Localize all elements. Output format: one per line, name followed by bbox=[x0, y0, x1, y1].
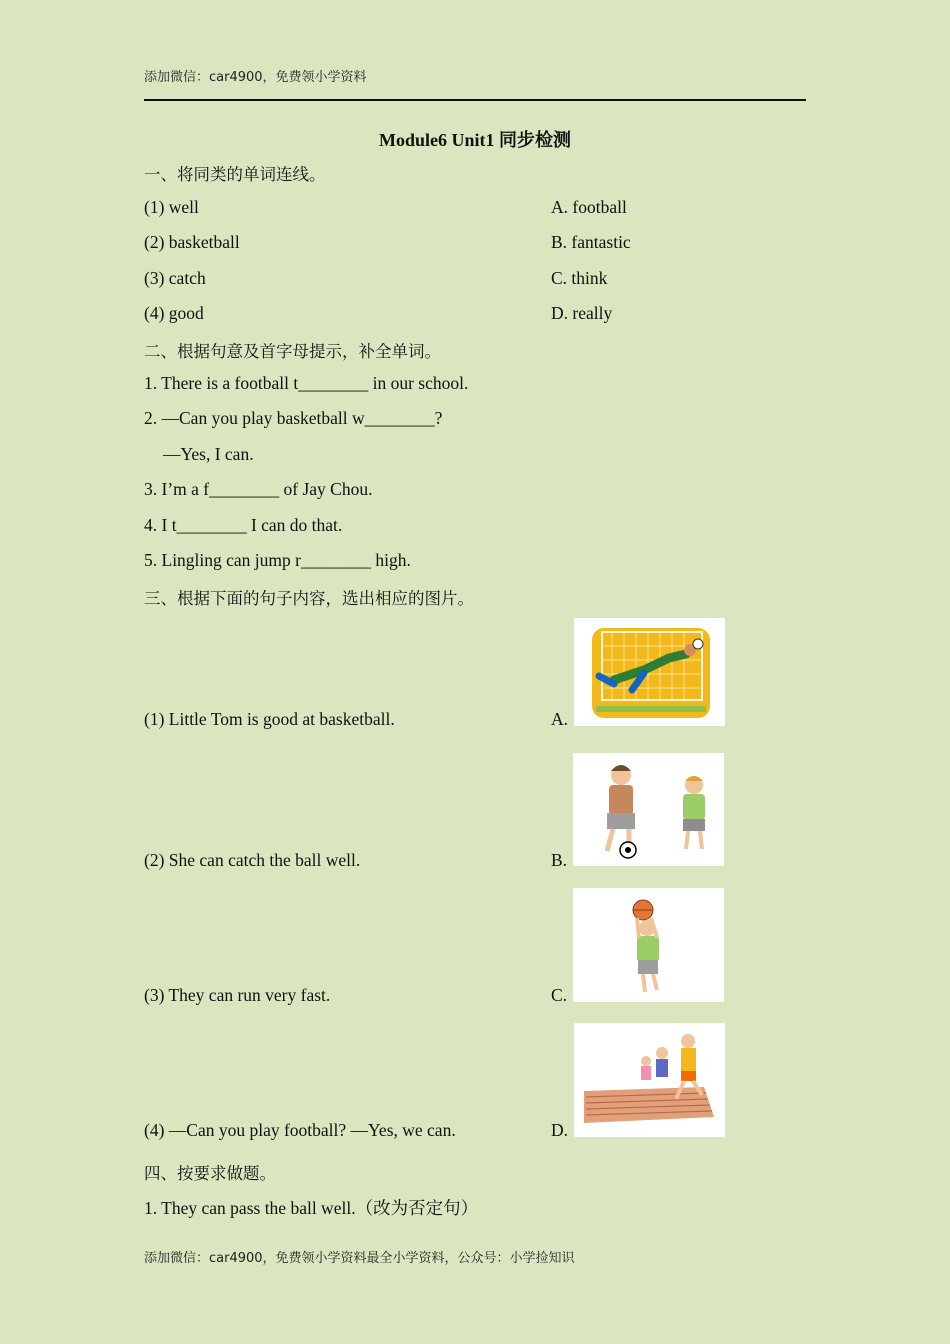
fill-blank-answer-line: —Yes, I can. bbox=[163, 444, 254, 464]
picture-option-label: D. bbox=[551, 1120, 569, 1140]
picture-option-label: A. bbox=[551, 709, 569, 729]
boy-catching-basketball-picture bbox=[573, 888, 724, 1002]
fill-blank-item: 1. There is a football t________ in our school. bbox=[144, 373, 469, 393]
picture-option-label: B. bbox=[551, 850, 568, 870]
match-right-item: D. really bbox=[551, 303, 613, 323]
header-divider bbox=[144, 99, 806, 101]
picture-sentence: (1) Little Tom is good at basketball. bbox=[144, 709, 395, 729]
match-right-item: B. fantastic bbox=[551, 232, 631, 252]
page-title: Module6 Unit1 同步检测 bbox=[378, 130, 571, 150]
rewrite-item: 1. They can pass the ball well.（改为否定句） bbox=[144, 1198, 479, 1218]
fill-blank-item: 3. I’m a f________ of Jay Chou. bbox=[144, 479, 373, 499]
picture-sentence: (4) —Can you play football? —Yes, we can. bbox=[144, 1120, 456, 1140]
match-left-item: (4) good bbox=[144, 303, 204, 323]
section1-heading: 一、将同类的单词连线。 bbox=[144, 165, 326, 184]
page-footer: 添加微信：car4900，免费领小学资料最全小学资料，公众号：小学捡知识 bbox=[144, 1251, 575, 1266]
fill-blank-item: 5. Lingling can jump r________ high. bbox=[144, 550, 411, 570]
section3-heading: 三、根据下面的句子内容，选出相应的图片。 bbox=[144, 589, 474, 608]
section4-heading: 四、按要求做题。 bbox=[144, 1164, 276, 1183]
picture-option-label: C. bbox=[551, 985, 568, 1005]
children-running-race-picture bbox=[574, 1023, 725, 1137]
match-left-item: (1) well bbox=[144, 197, 199, 217]
match-left-item: (3) catch bbox=[144, 268, 206, 288]
fill-blank-item: 4. I t________ I can do that. bbox=[144, 515, 343, 535]
picture-sentence: (3) They can run very fast. bbox=[144, 985, 331, 1005]
match-right-item: C. think bbox=[551, 268, 608, 288]
section2-heading: 二、根据句意及首字母提示，补全单词。 bbox=[144, 342, 441, 361]
picture-sentence: (2) She can catch the ball well. bbox=[144, 850, 361, 870]
page-header: 添加微信：car4900，免费领小学资料 bbox=[144, 70, 367, 85]
match-right-item: A. football bbox=[551, 197, 627, 217]
two-boys-soccer-picture bbox=[573, 753, 724, 866]
fill-blank-item: 2. —Can you play basketball w________? bbox=[144, 408, 443, 428]
match-left-item: (2) basketball bbox=[144, 232, 240, 252]
soccer-goal-kick-picture bbox=[574, 618, 725, 726]
